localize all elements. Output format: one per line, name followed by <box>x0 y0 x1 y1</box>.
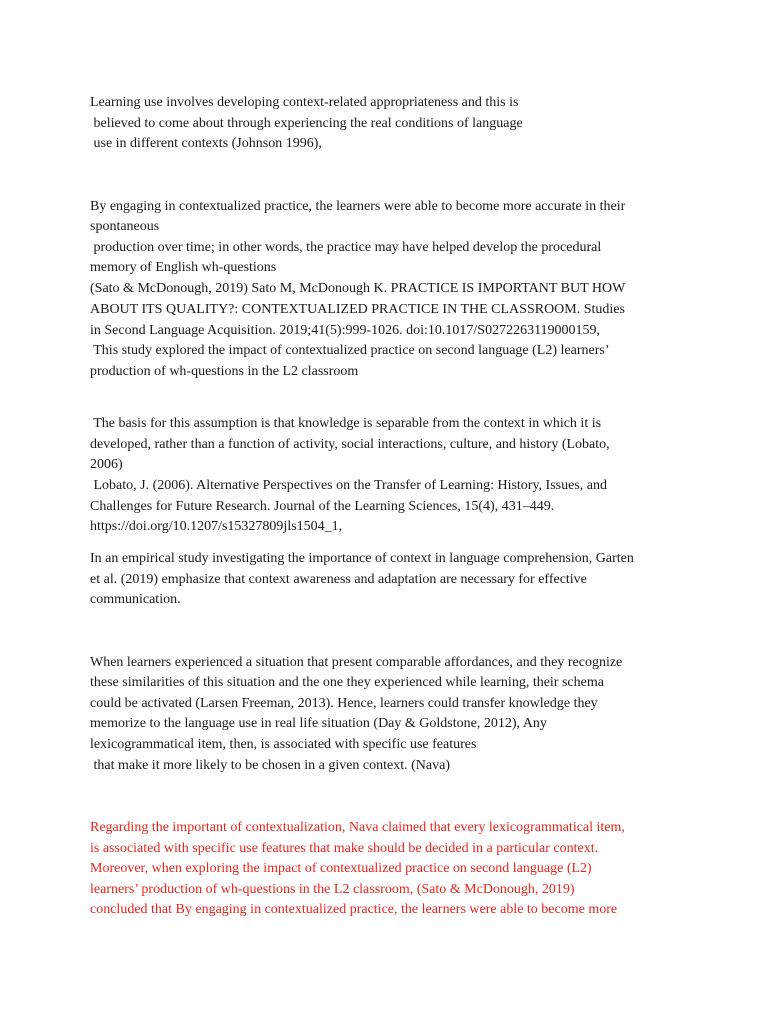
text-line: believed to come about through experiencing the real conditions of language <box>90 116 523 131</box>
text-line: memory of English wh-questions <box>90 260 277 275</box>
text-line: is associated with specific use features that make should be decided in a particular context. <box>90 841 599 856</box>
text-line: (Sato & McDonough, 2019) Sato M, McDonough K. PRACTICE IS IMPORTANT BUT HOW <box>90 281 626 296</box>
text-line: use in different contexts (Johnson 1996), <box>90 136 322 151</box>
text-line: these similarities of this situation and the one they experienced while learning, their schema <box>90 675 604 690</box>
text-line: that make it more likely to be chosen in a given context. (Nava) <box>90 758 450 773</box>
text-line: concluded that By engaging in contextualized practice, the learners were able to become more <box>90 902 618 917</box>
text-line: By engaging in contextualized practice, the learners were able to become more accurate in their <box>90 199 626 214</box>
text-line: lexicogrammatical item, then, is associated with specific use features <box>90 737 477 752</box>
text-line: et al. (2019) emphasize that context awareness and adaptation are necessary for effective <box>90 572 587 587</box>
text-line: Moreover, when exploring the impact of contextualized practice on second language (L2) <box>90 861 592 876</box>
text-line: In an empirical study investigating the importance of context in language comprehension, Garten <box>90 551 634 566</box>
text-line: spontaneous <box>90 219 160 234</box>
text-line: Regarding the important of contextualization, Nava claimed that every lexicogrammatical item, <box>90 820 625 835</box>
text-line: 2006) <box>90 457 123 472</box>
text-line: The basis for this assumption is that knowledge is separable from the context in which it is <box>90 416 602 431</box>
text-line: communication. <box>90 592 181 607</box>
text-line: Lobato, J. (2006). Alternative Perspectives on the Transfer of Learning: History, Issues, and <box>90 478 607 493</box>
text-line: https://doi.org/10.1207/s15327809jls1504_1, <box>90 519 343 534</box>
text-line: could be activated (Larsen Freeman, 2013). Hence, learners could transfer knowledge they <box>90 696 598 711</box>
text-line: learners’ production of wh-questions in the L2 classroom, (Sato & McDonough, 2019) <box>90 882 575 897</box>
text-line: in Second Language Acquisition. 2019;41(5):999-1026. doi:10.1017/S0272263119000159, <box>90 323 601 338</box>
text-line: This study explored the impact of contextualized practice on second language (L2) learners’ <box>90 343 610 358</box>
text-line: production over time; in other words, the practice may have helped develop the procedural <box>90 240 602 255</box>
text-line: ABOUT ITS QUALITY?: CONTEXTUALIZED PRACTICE IN THE CLASSROOM. Studies <box>90 302 625 317</box>
text-line: When learners experienced a situation that present comparable affordances, and they recognize <box>90 655 623 670</box>
text-line: developed, rather than a function of activity, social interactions, culture, and history (Lobato, <box>90 437 610 452</box>
text-line: memorize to the language use in real life situation (Day & Goldstone, 2012), Any <box>90 716 547 731</box>
text-line: production of wh-questions in the L2 classroom <box>90 364 359 379</box>
text-line: Learning use involves developing context-related appropriateness and this is <box>90 95 519 110</box>
text-line: Challenges for Future Research. Journal of the Learning Sciences, 15(4), 431–449. <box>90 499 555 514</box>
